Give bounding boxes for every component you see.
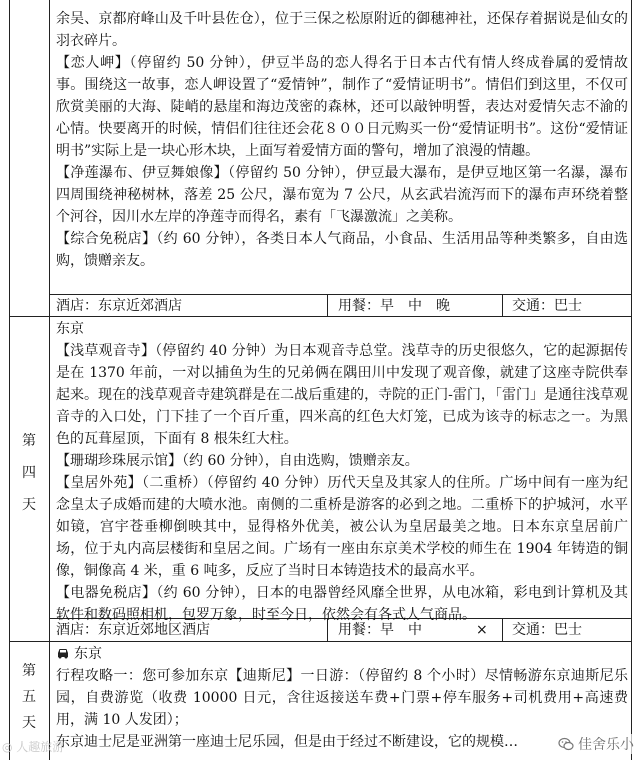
paragraph: 【净莲瀑布、伊豆舞娘像】（停留约 50 分钟），伊豆最大瀑布，是伊豆地区第一名瀑，瀑布四周围绕神秘树林，落差 25 公尺，瀑布宽为 7 公尺，从玄武岩流泻而下的瀑布声环绕着整个河谷，因川水左岸的净莲寺而得名，素有「飞瀑激流」之美称。 xyxy=(56,165,628,225)
day-label-char: 天 xyxy=(22,497,36,513)
day4-label xyxy=(9,430,49,516)
hotel-info: 酒店：东京近郊酒店 xyxy=(56,298,182,314)
paragraph: 【皇居外苑】（二重桥）（停留约 40 分钟）历代天皇及其家人的住所。广场中间有一座为纪念皇太子成婚而建的大喷水池。南侧的二重桥是游客的必到之地。二重桥下的护城河，水平如镜，宫宇苍垂柳倒映其中，显得格外优美，被公认为皇居最美之地。日本东京皇居前广场，位于丸内高层楼街和皇居之间。广场有一座由东京美术学校的师生在 1904 年铸造的铜像，铜像高 4 米，重 6 吨多，反应了当时日本铸造技术的最高水平。 xyxy=(56,475,628,579)
paragraph: 余吴、京都府峰山及千叶县佐仓），位于三保之松原附近的御穗神社，还保存着据说是仙女的羽衣碎片。 xyxy=(56,11,628,49)
itinerary-table xyxy=(9,0,632,760)
watermark-right-text: 佳舍乐小 xyxy=(578,737,634,753)
day-label-char: 第 xyxy=(22,433,36,449)
wechat-icon xyxy=(558,736,574,752)
day5-city: 东京 xyxy=(74,646,102,662)
paragraph: 东京迪士尼是亚洲第一座迪士尼乐园，但是由于经过不断建设，它的规模… xyxy=(56,734,518,750)
hotel-info: 酒店：东京近郊地区酒店 xyxy=(56,622,210,638)
day5-content xyxy=(56,643,628,753)
city-title xyxy=(56,643,628,665)
day-label-char: 天 xyxy=(22,715,36,731)
day-label-char: 第 xyxy=(22,663,36,679)
meals-info: 用餐：早 中 晚 xyxy=(338,298,450,314)
paragraph: 行程攻略一：您可参加东京【迪斯尼】一日游：（停留约 8 个小时）尽情畅游东京迪斯尼乐园，自费游览（收费 10000 日元，含往返接送车费+门票+停车服务+司机费用+高速费用，满 10 人发团）； xyxy=(56,668,628,728)
transport-info: 交通：巴士 xyxy=(512,622,582,638)
day4-content xyxy=(56,318,628,626)
block1-content xyxy=(56,8,628,272)
meal-excluded-mark: × xyxy=(476,622,488,638)
meals-info: 用餐：早 中 xyxy=(338,622,422,638)
table-border-right xyxy=(631,0,632,760)
paragraph: 【综合免税店】（约 60 分钟），各类日本人气商品，小食品、生活用品等种类繁多，自由选购，馈赠亲友。 xyxy=(56,231,628,269)
watermark-left: ◎ 人趣旅游 xyxy=(2,740,65,754)
watermark-right xyxy=(558,734,634,754)
day-label-char: 四 xyxy=(22,465,36,481)
table-column-divider xyxy=(49,0,50,760)
day-label-char: 五 xyxy=(22,689,36,705)
paragraph: 【电器免税店】（约 60 分钟），日本的电器曾经风靡全世界，从电冰箱，彩电到计算机及其软件和数码照相机，包罗万象，时至今日，依然会有各式人气商品。 xyxy=(56,585,628,623)
day4-footer xyxy=(56,619,628,641)
table-border-left xyxy=(9,0,10,760)
row-divider-day5 xyxy=(9,641,632,642)
block1-footer xyxy=(56,295,628,317)
paragraph: 【珊瑚珍珠展示馆】（约 60 分钟），自由选购，馈赠亲友。 xyxy=(56,453,419,469)
day5-label xyxy=(9,660,49,734)
car-icon xyxy=(56,647,70,659)
transport-info: 交通：巴士 xyxy=(512,298,582,314)
city-title: 东京 xyxy=(56,321,84,337)
paragraph: 【恋人岬】（停留约 50 分钟），伊豆半岛的恋人得名于日本古代有情人终成眷属的爱情故事。围绕这一故事，恋人岬设置了“爱情钟”，制作了“爱情证明书”。情侣们到这里，不仅可欣赏美丽的大海、陡峭的悬崖和海边茂密的森林，还可以敲钟明誓，表达对爱情矢志不渝的心情。快要离开的时候，情侣们往往还会花８００日元购买一份“爱情证明书”。这份“爱情证明书”实际上是一块心形木块，上面写着爱情方面的警句，增加了浪漫的情趣。 xyxy=(56,55,628,159)
paragraph: 【浅草观音寺】（停留约 40 分钟）为日本观音寺总堂。浅草寺的历史很悠久，它的起源据传是在 1370 年前，一对以捕鱼为生的兄弟俩在隅田川中发现了观音像，就建了这座寺院供奉起来。现在的浅草观音寺建筑群是在二战后重建的，寺院的正门-雷门，「雷门」是通往浅草观音寺的入口处，门下挂了一个百斤重，四米高的红色大灯笼，已成为该寺的标志之一。为黑色的瓦葺屋顶，下面有 8 根朱红大柱。 xyxy=(56,343,628,447)
